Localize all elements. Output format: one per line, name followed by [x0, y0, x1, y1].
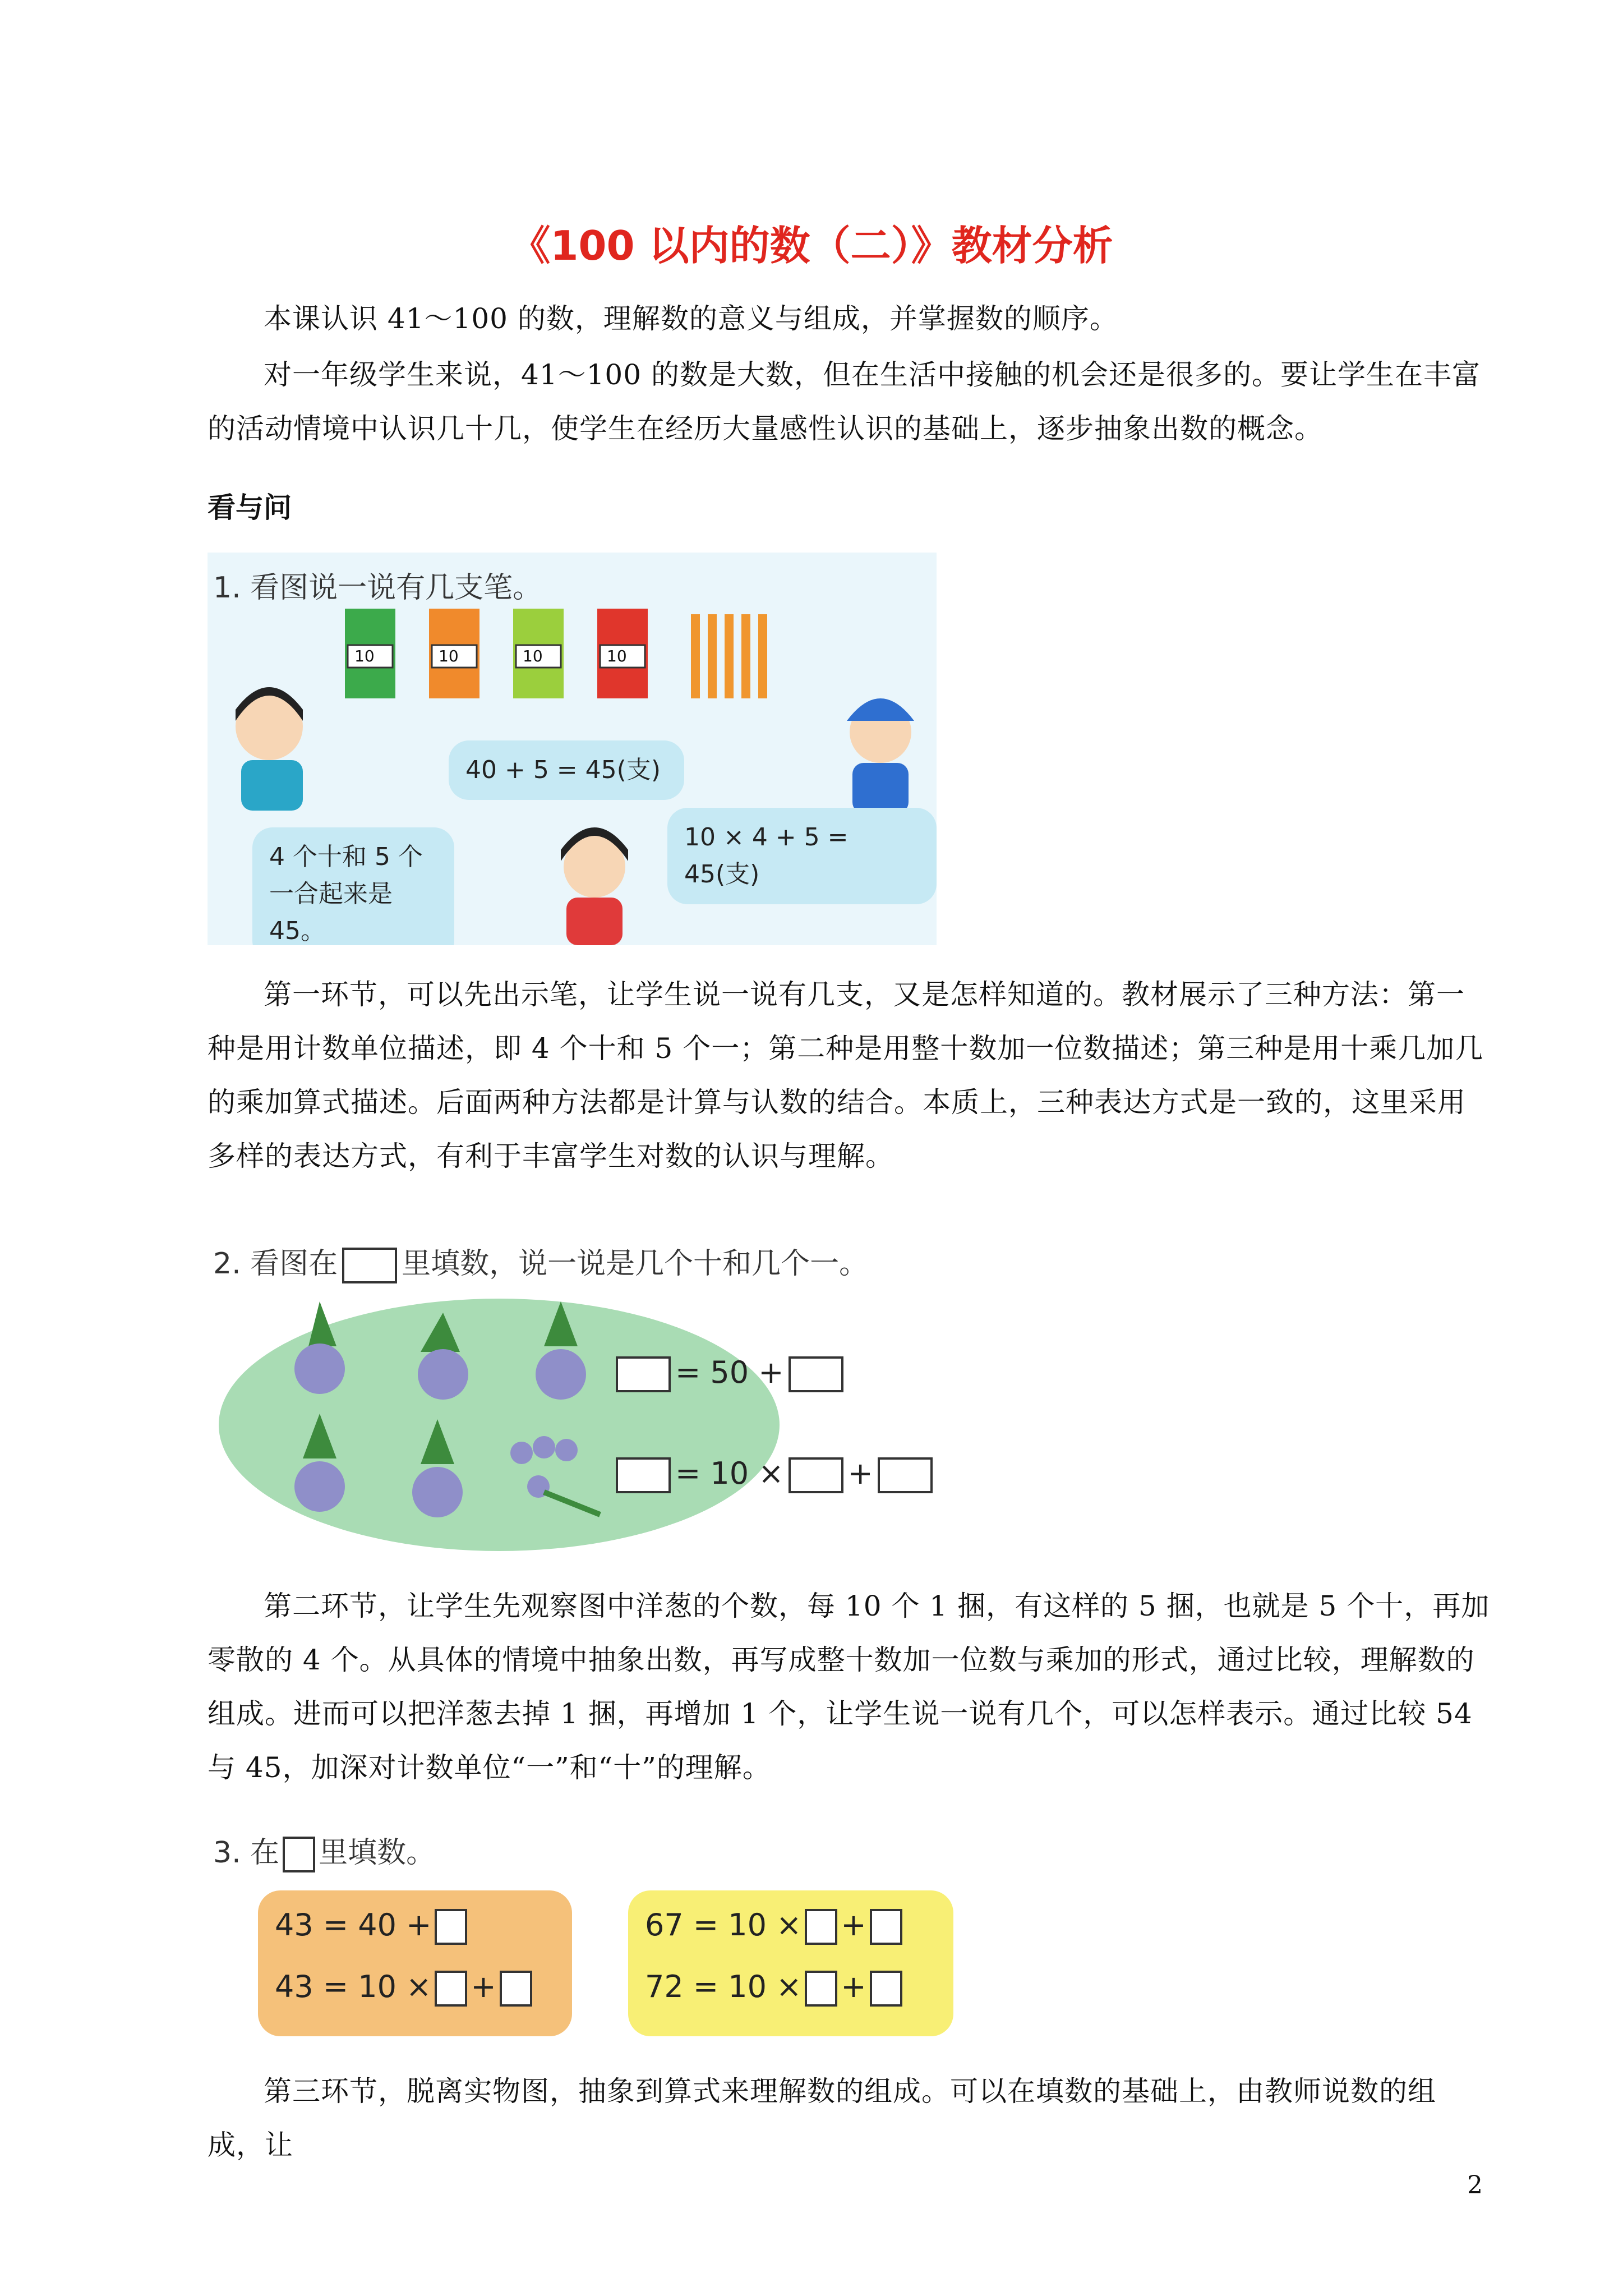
page-number: 2 [1467, 2171, 1483, 2200]
answer-box [435, 1909, 467, 1945]
paragraph-1-text: 本课认识 41～100 的数，理解数的意义与组成，并掌握数的顺序。 [264, 302, 1118, 335]
speech-bubble-middle: 40 + 5 = 45(支) [449, 740, 684, 800]
eq2-plus: + [847, 1456, 873, 1491]
onion-equation-1 [611, 1355, 848, 1392]
answer-box [805, 1909, 837, 1945]
answer-box [789, 1356, 843, 1392]
girl-left-icon [236, 687, 303, 811]
plus-sign: + [471, 1969, 496, 2004]
left-equation-2 [275, 1969, 536, 2007]
girl-middle-icon [561, 827, 628, 945]
paragraph-4-text: 第二环节，让学生先观察图中洋葱的个数，每 10 个 1 捆，有这样的 5 捆，也就是 5 个十，再加零散的 4 个。从具体的情境中抽象出数，再写成整十数加一位数与乘加的形式，通过比较，理解数的组成。进而可以把洋葱去掉 1 捆，再增加 1 个，让学生说一说有几个，可以怎样表示。通过比较 54 与 45，加深对计数单位“一”和“十”的理解。 [208, 1590, 1490, 1784]
boy-right-icon [847, 698, 914, 813]
paragraph-2 [208, 348, 1492, 455]
left-eq1-text: 43 = 40 + [275, 1907, 432, 1943]
onion-equation-2 [611, 1456, 937, 1493]
answer-box [616, 1356, 671, 1392]
answer-box [870, 1909, 902, 1945]
page-title: 《100 以内的数（二）》教材分析 [510, 222, 1113, 269]
answer-box [616, 1457, 671, 1493]
figure-1-title: 1. 看图说一说有几支笔。 [213, 571, 542, 605]
bundle-label-3: 10 [523, 647, 543, 665]
figure-pens [208, 553, 937, 945]
title-answer-box [283, 1837, 315, 1872]
left-equation-1 [275, 1907, 471, 1945]
left-eq2-text: 43 = 10 × [275, 1969, 432, 2004]
green-ellipse [219, 1299, 780, 1551]
paragraph-4 [208, 1579, 1492, 1795]
bundle-label-4: 10 [607, 647, 627, 665]
paragraph-3-text: 第一环节，可以先出示笔，让学生说一说有几支，又是怎样知道的。教材展示了三种方法：第一种是用计数单位描述，即 4 个十和 5 个一；第二种是用整十数加一位数描述；第三种是用十乘几加几的乘加算式描述。后面两种方法都是计算与认数的结合。本质上，三种表达方式是一致的，这里采用多样的表达方式，有利于丰富学生对数的认识与理解。 [208, 978, 1484, 1172]
paragraph-5-text: 第三环节，脱离实物图，抽象到算式来理解数的组成。可以在填数的基础上，由教师说数的组成，让 [208, 2075, 1436, 2161]
right-equation-2 [645, 1969, 906, 2007]
answer-box [500, 1971, 532, 2007]
eq1-middle: = 50 + [675, 1355, 784, 1390]
figure-3-title-end: 里填数。 [319, 1836, 436, 1870]
figure-onions [208, 1234, 970, 1559]
paragraph-5 [208, 2064, 1492, 2172]
answer-box [805, 1971, 837, 2007]
bundle-label-2: 10 [439, 647, 459, 665]
answer-box [789, 1457, 843, 1493]
figure-fill-numbers [208, 1823, 965, 2047]
plus-sign: + [841, 1969, 866, 2004]
onion-illustration [208, 1234, 970, 1559]
right-eq1-text: 67 = 10 × [645, 1907, 802, 1943]
figure-2-title-start: 2. 看图在 [213, 1247, 338, 1281]
answer-box [870, 1971, 902, 2007]
figure-3-title-start: 3. 在 [213, 1836, 280, 1870]
paragraph-1 [208, 292, 1492, 346]
speech-bubble-right: 10 × 4 + 5 = 45(支) [667, 808, 937, 904]
figure-3-title [213, 1829, 435, 1872]
single-pens [691, 614, 767, 698]
eq2-middle: = 10 × [675, 1456, 784, 1491]
paragraph-2-text: 对一年级学生来说，41～100 的数是大数，但在生活中接触的机会还是很多的。要让学生在丰富的活动情境中认识几十几，使学生在经历大量感性认识的基础上，逐步抽象出数的概念。 [208, 358, 1481, 445]
speech-bubble-left: 4 个十和 5 个一合起来是 45。 [252, 827, 454, 945]
right-equation-1 [645, 1907, 906, 1945]
figure-2-title-end: 里填数，说一说是几个十和几个一。 [402, 1247, 869, 1281]
answer-box [878, 1457, 933, 1493]
paragraph-3 [208, 968, 1492, 1183]
plus-sign: + [841, 1907, 866, 1943]
section-heading: 看与问 [208, 491, 292, 524]
right-eq2-text: 72 = 10 × [645, 1969, 802, 2004]
answer-box [435, 1971, 467, 2007]
bundle-label-1: 10 [354, 647, 375, 665]
